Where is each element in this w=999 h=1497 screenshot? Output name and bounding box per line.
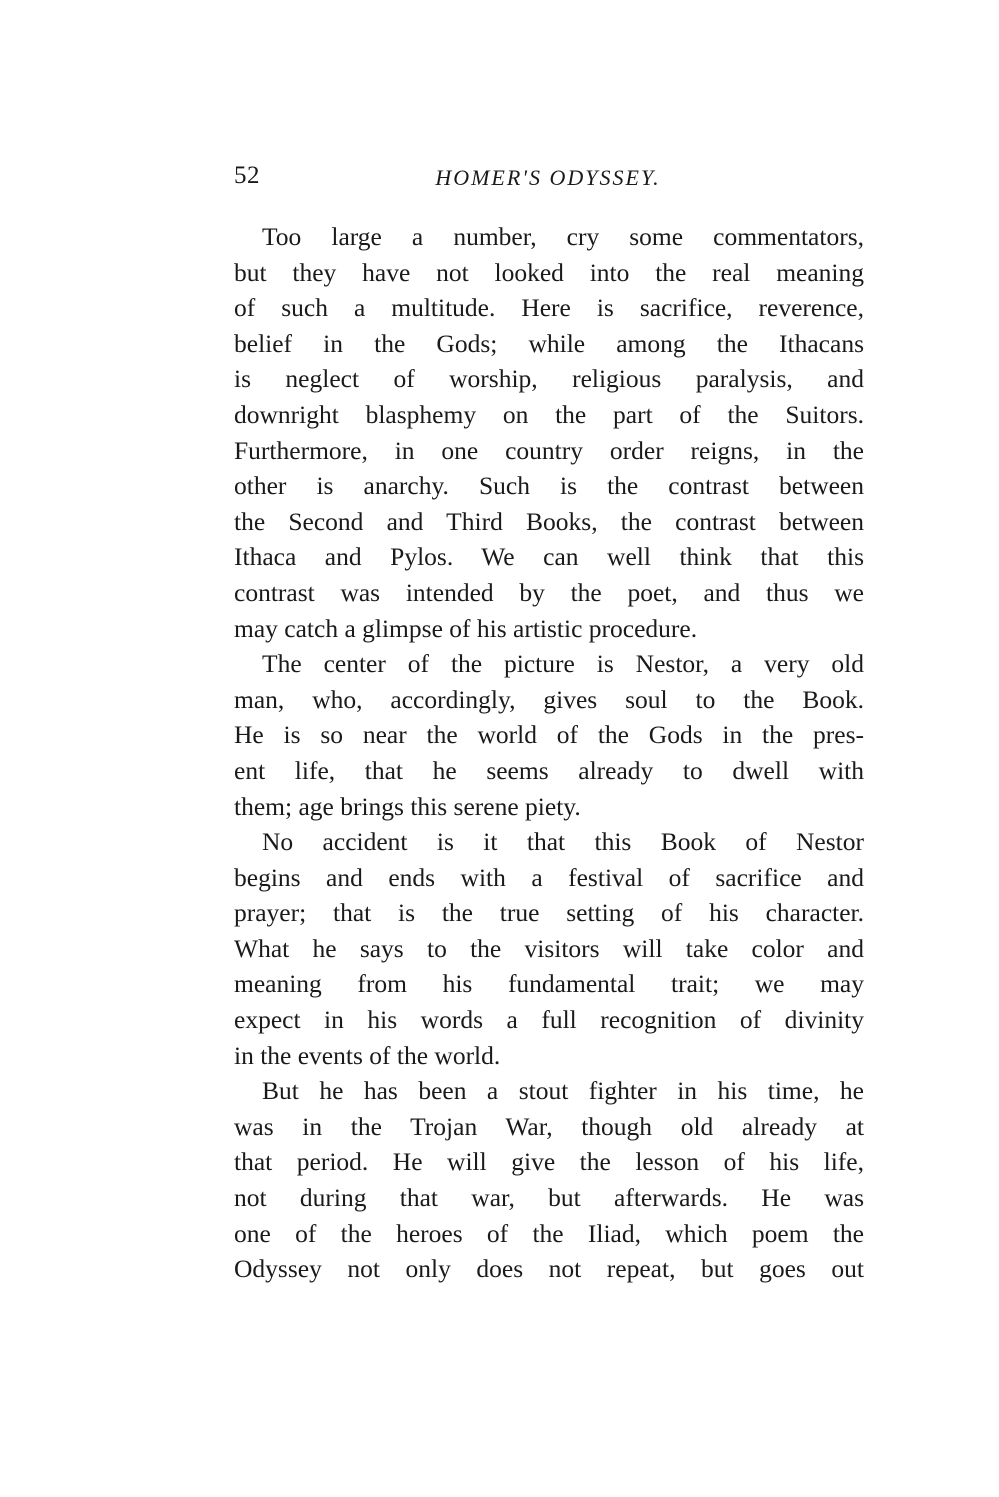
text-line: was in the Trojan War, though old already at <box>234 1111 864 1141</box>
text-line: contrast was intended by the poet, and thus we <box>234 577 864 607</box>
text-line: meaning from his fundamental trait; we may <box>234 969 864 999</box>
text-line: downright blasphemy on the part of the Suitors. <box>234 399 864 429</box>
text-line: other is anarchy. Such is the contrast between <box>234 471 864 501</box>
text-line: man, who, accordingly, gives soul to the Book. <box>234 684 864 714</box>
text-line: is neglect of worship, religious paralysis, and <box>234 364 864 394</box>
text-line: prayer; that is the true setting of his character. <box>234 898 864 928</box>
text-line: that period. He will give the lesson of his life, <box>234 1147 864 1177</box>
page-number: 52 <box>234 162 260 189</box>
text-line: Odyssey not only does not repeat, but goes out <box>234 1254 864 1284</box>
text-line: Furthermore, in one country order reigns, in the <box>234 435 864 465</box>
text-line: expect in his words a full recognition of divinity <box>234 1005 864 1035</box>
paragraph-2 <box>234 646 864 824</box>
text-line: may catch a glimpse of his artistic procedure. <box>234 613 698 643</box>
text-line: No accident is it that this Book of Nestor <box>262 827 864 857</box>
text-line: ent life, that he seems already to dwell with <box>234 755 864 785</box>
text-line: Too large a number, cry some commentators, <box>262 222 864 251</box>
body-text <box>234 219 864 1287</box>
text-line: not during that war, but afterwards. He was <box>234 1183 864 1213</box>
text-line: Ithaca and Pylos. We can well think that this <box>234 542 864 572</box>
text-line: begins and ends with a festival of sacrifice and <box>234 862 864 892</box>
page-header <box>234 162 862 202</box>
text-line: the Second and Third Books, the contrast between <box>234 506 864 536</box>
text-line: The center of the picture is Nestor, a very old <box>262 649 864 679</box>
text-line: What he says to the visitors will take color and <box>234 933 864 963</box>
text-line: them; age brings this serene piety. <box>234 791 581 821</box>
text-line: belief in the Gods; while among the Ithacans <box>234 328 864 358</box>
paragraph-3 <box>234 824 864 1073</box>
text-line: in the events of the world. <box>234 1040 501 1070</box>
running-title: HOMER'S ODYSSEY. <box>435 165 661 190</box>
text-line: one of the heroes of the Iliad, which poem the <box>234 1218 864 1248</box>
text-line: But he has been a stout fighter in his time, he <box>262 1076 864 1106</box>
text-line: but they have not looked into the real meaning <box>234 257 864 287</box>
text-line: of such a multitude. Here is sacrifice, reverence, <box>234 293 864 323</box>
paragraph-4 <box>234 1073 864 1287</box>
paragraph-1 <box>234 219 864 646</box>
text-line: He is so near the world of the Gods in the pres- <box>234 720 864 750</box>
